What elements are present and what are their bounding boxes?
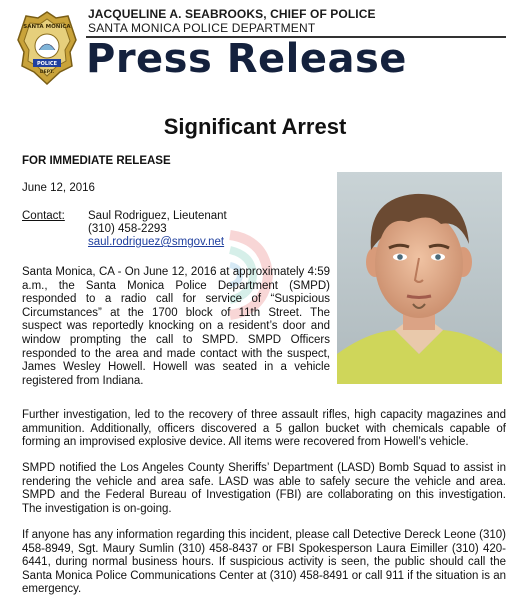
mugshot-photo xyxy=(337,172,502,384)
paragraph-bomb-squad: SMPD notified the Los Angeles County Sheriffs’ Department (LASD) Bomb Squad to assist in rendering the vehicle and area safe. LASD was able to safely secure the vehicle and area. SMPD and the Federal Bureau of Investigation (FBI) are collaborating on this investigation. The investigation is on-going. xyxy=(22,462,506,515)
police-badge-icon xyxy=(16,10,78,86)
paragraph-investigation: Further investigation, led to the recovery of three assault rifles, high capacity magazines and ammunition. Additionally, officers discovered a 5 gallon bucket with chemicals capable of forming an improvised explosive device. All items were recovered from Howell’s vehicle. xyxy=(22,409,506,449)
headline: Significant Arrest xyxy=(163,114,347,139)
badge-middle-text: POLICE xyxy=(36,61,58,67)
paragraph-incident: Santa Monica, CA - On June 12, 2016 at approximately 4:59 a.m., the Santa Monica Police Department (SMPD) responded to a radio call for service of “Suspicious Circumstances” at the 1700 block of 11th Street. The suspect was reportedly knocking on a resident’s door and window prompting the call to SMPD. SMPD Officers responded to the area and made contact with the suspect, James Wesley Howell. Howell was seated in a vehicle registered from Indiana. xyxy=(22,266,330,387)
contact-email-link[interactable]: saul.rodriguez@smgov.net xyxy=(88,236,225,248)
contact-block xyxy=(88,210,227,249)
press-release-title: Press Release xyxy=(86,36,407,82)
badge-top-text: SANTA MONICA xyxy=(23,24,71,30)
department-line: SANTA MONICA POLICE DEPARTMENT xyxy=(88,21,316,35)
paragraph-contact-info: If anyone has any information regarding this incident, please call Detective Dereck Leone (310) 458-8949, Sgt. Maury Sumlin (310) 458-8437 or FBI Spokesperson Laura Eimiller (310) 420-6441, during normal business hours. If suspicious activity is seen, the public should call the Santa Monica Police Communications Center at (310) 458-8491 or call 911 if the situation is an emergency. xyxy=(22,529,506,596)
chief-of-police-line: JACQUELINE A. SEABROOKS, CHIEF OF POLICE xyxy=(88,7,376,21)
contact-name: Saul Rodriguez, Lieutenant xyxy=(88,210,227,222)
contact-phone: (310) 458-2293 xyxy=(88,223,167,235)
release-date: June 12, 2016 xyxy=(22,182,95,194)
release-notice: FOR IMMEDIATE RELEASE xyxy=(22,155,171,167)
contact-label: Contact: xyxy=(22,210,65,222)
badge-bottom-text: DEPT. xyxy=(39,70,55,75)
